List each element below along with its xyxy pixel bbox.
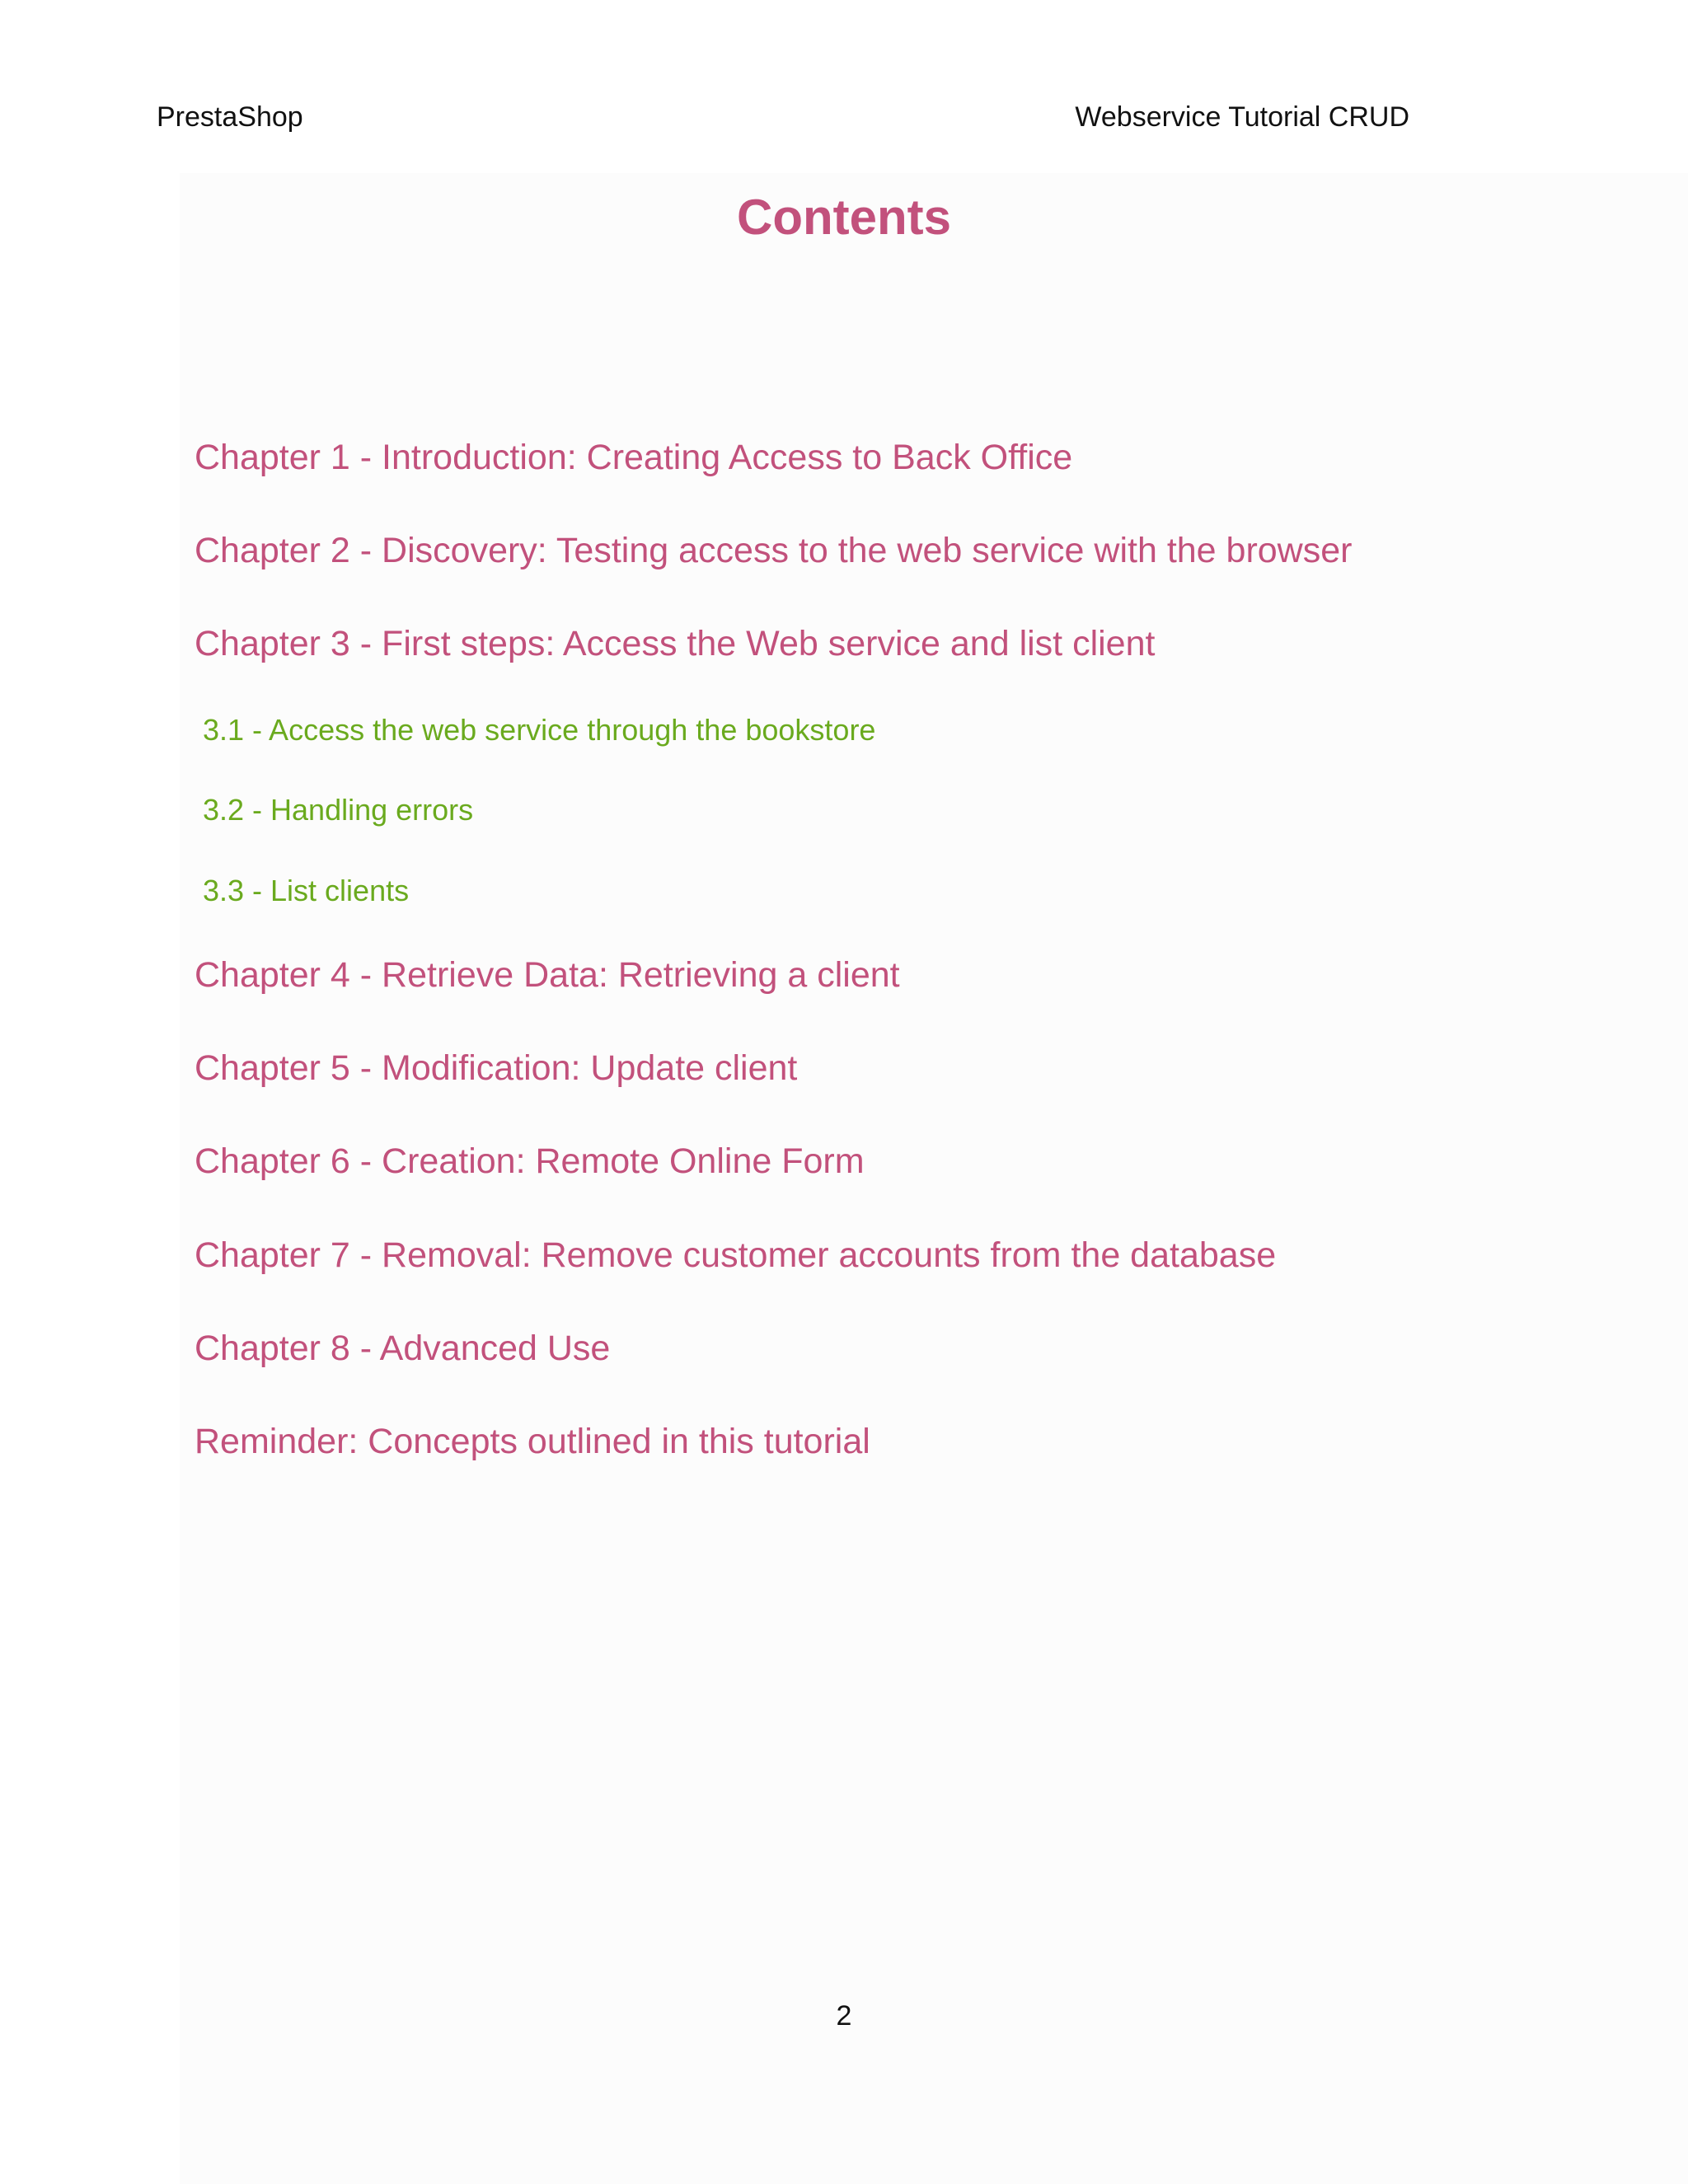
toc-chapter-5-link[interactable]: Chapter 5 - Modification: Update client xyxy=(195,1048,798,1088)
toc-reminder-link[interactable]: Reminder: Concepts outlined in this tutorial xyxy=(195,1422,870,1461)
toc-chapter-6-link[interactable]: Chapter 6 - Creation: Remote Online Form xyxy=(195,1141,865,1181)
toc-chapter-1-link[interactable]: Chapter 1 - Introduction: Creating Access to Back Office xyxy=(195,438,1073,477)
toc-section-3-3-link[interactable]: 3.3 - List clients xyxy=(203,874,410,907)
page-header xyxy=(157,97,1409,137)
toc-chapter-2-link[interactable]: Chapter 2 - Discovery: Testing access to the web service with the browser xyxy=(195,531,1353,570)
toc-section-3-1-link[interactable]: 3.1 - Access the web service through the bookstore xyxy=(203,713,876,747)
toc-chapter-4-link[interactable]: Chapter 4 - Retrieve Data: Retrieving a client xyxy=(195,955,900,995)
toc-chapter-7-link[interactable]: Chapter 7 - Removal: Remove customer accounts from the database xyxy=(195,1235,1277,1275)
toc-chapter-3-link[interactable]: Chapter 3 - First steps: Access the Web service and list client xyxy=(195,624,1156,663)
page-number: 2 xyxy=(836,2000,852,2032)
header-left-text: PrestaShop xyxy=(157,101,303,133)
header-right-text: Webservice Tutorial CRUD xyxy=(1075,101,1409,133)
contents-title: Contents xyxy=(737,190,951,245)
toc-chapter-8-link[interactable]: Chapter 8 - Advanced Use xyxy=(195,1329,611,1368)
toc-section-3-2-link[interactable]: 3.2 - Handling errors xyxy=(203,793,474,827)
